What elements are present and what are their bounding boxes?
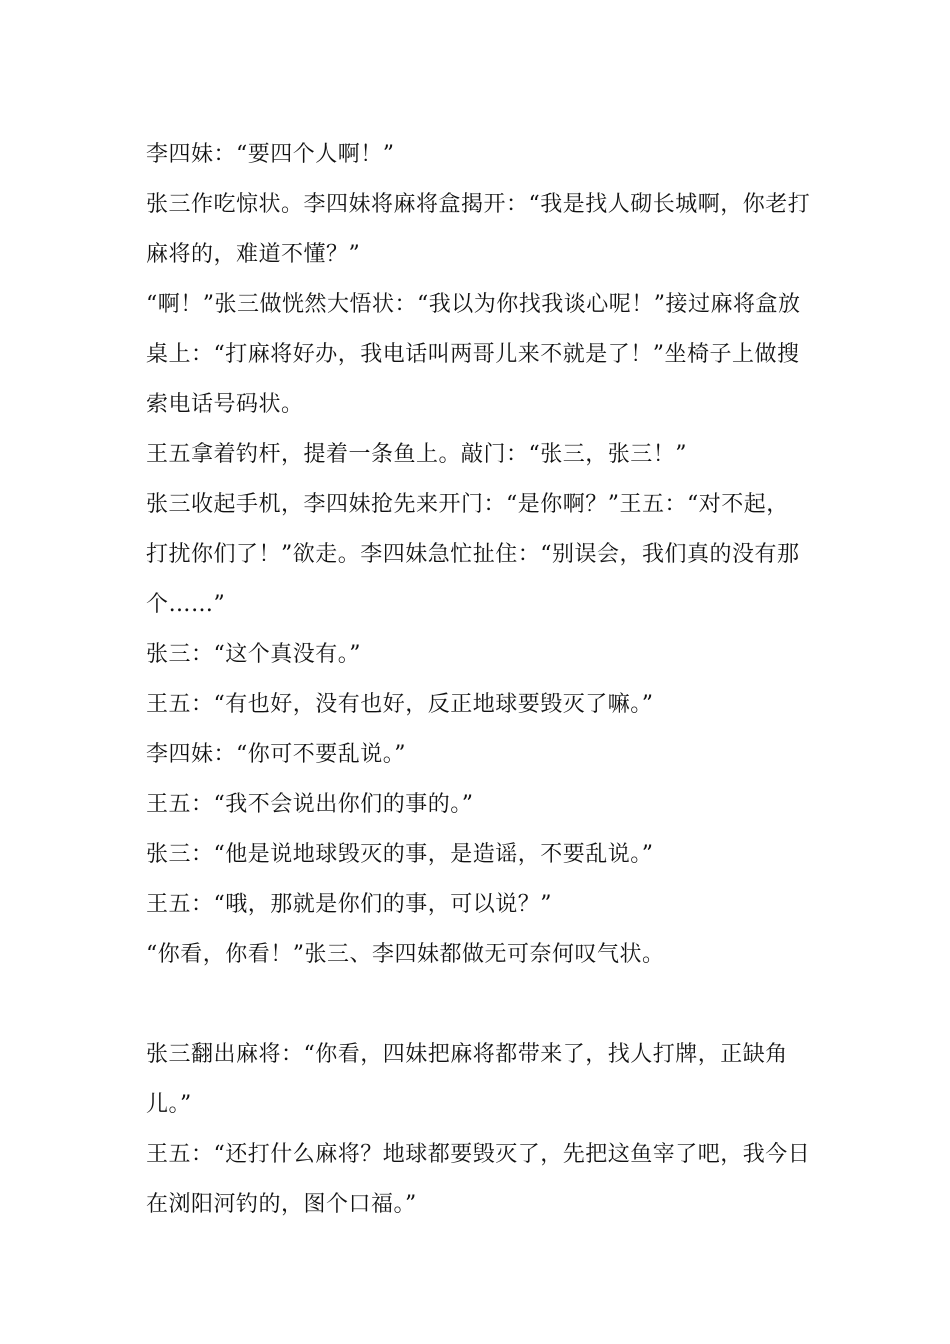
paragraph-6: 张三：“这个真没有。” [146,642,361,667]
paragraph-14: 王五：“还打什么麻将？地球都要毁灭了，先把这鱼宰了吧，我今日在浏阳河钓的，图个口福。” [146,1142,811,1217]
paragraph-11: 王五：“哦，那就是你们的事，可以说？” [146,892,552,917]
paragraph-7: 王五：“有也好，没有也好，反正地球要毁灭了嘛。” [146,692,654,717]
document-body [146,130,811,1230]
paragraph-2: 张三作吃惊状。李四妹将麻将盒揭开：“我是找人砌长城啊，你老打麻将的，难道不懂？” [146,192,811,267]
blank-line [146,980,811,1030]
paragraph-13: 张三翻出麻将：“你看，四妹把麻将都带来了，找人打牌，正缺角儿。” [146,1042,788,1117]
paragraph-8: 李四妹：“你可不要乱说。” [146,742,406,767]
paragraph-4: 王五拿着钓杆，提着一条鱼上。敲门：“张三，张三！” [146,442,687,467]
paragraph-5: 张三收起手机，李四妹抢先来开门：“是你啊？”王五：“对不起，打扰你们了！”欲走。李四妹急忙扯住：“别误会，我们真的没有那个……” [146,492,800,617]
paragraph-3: “啊！”张三做恍然大悟状：“我以为你找我谈心呢！”接过麻将盒放桌上：“打麻将好办，我电话叫两哥儿来不就是了！”坐椅子上做搜索电话号码状。 [146,292,801,417]
paragraph-12: “你看，你看！”张三、李四妹都做无可奈何叹气状。 [146,942,665,967]
paragraph-9: 王五：“我不会说出你们的事的。” [146,792,474,817]
paragraph-10: 张三：“他是说地球毁灭的事，是造谣，不要乱说。” [146,842,654,867]
paragraph-1: 李四妹：“要四个人啊！” [146,142,395,167]
